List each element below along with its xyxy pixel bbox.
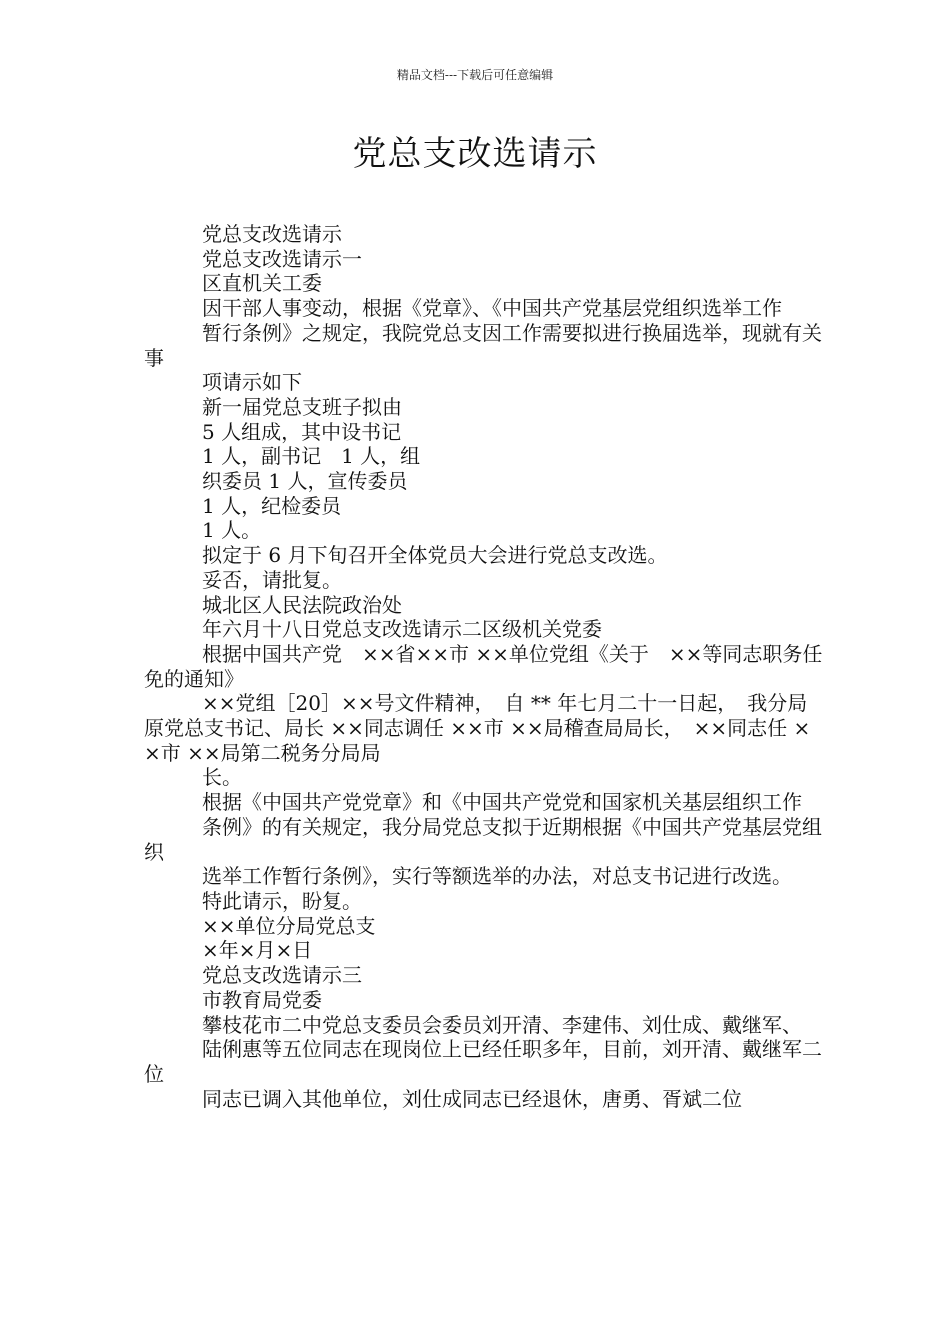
paragraph: 市教育局党委	[202, 987, 322, 1012]
paragraph: 年六月十八日党总支改选请示二区级机关党委	[202, 617, 602, 642]
paragraph: 选举工作暂行条例》，实行等额选举的办法，对总支书记进行改选。	[202, 864, 792, 889]
paragraph: 党总支改选请示	[202, 222, 342, 246]
paragraph: 陆俐惠等五位同志在现岗位上已经任职多年，目前，刘开清、戴继军二位	[144, 1037, 822, 1086]
paragraph: 攀枝花市二中党总支委员会委员刘开清、李建伟、刘仕成、戴继军、	[202, 1012, 802, 1037]
paragraph: 根据《中国共产党党章》和《中国共产党党和国家机关基层组织工作	[202, 790, 802, 815]
paragraph: 长。	[202, 765, 242, 790]
page-header: 精品文档---下载后可任意编辑	[396, 68, 554, 82]
paragraph: 条例》的有关规定，我分局党总支拟于近期根据《中国共产党基层党组织	[144, 814, 822, 864]
paragraph: 项请示如下	[202, 370, 302, 395]
paragraph: 区直机关工委	[202, 271, 322, 296]
paragraph: 织委员 1 人，宣传委员	[202, 469, 408, 494]
paragraph: 党总支改选请示三	[202, 963, 362, 988]
paragraph: 拟定于 6 月下旬召开全体党员大会进行党总支改选。	[202, 543, 668, 568]
paragraph: 党总支改选请示一	[202, 246, 362, 271]
paragraph: 城北区人民法院政治处	[202, 592, 402, 617]
paragraph: 同志已调入其他单位，刘仕成同志已经退休，唐勇、胥斌二位	[202, 1086, 742, 1111]
paragraph: 根据中国共产党 ××省××市 ××单位党组《关于 ××等同志职务任免的通知》	[144, 641, 823, 691]
document-body	[144, 222, 824, 1111]
paragraph: 5 人组成，其中设书记	[202, 419, 402, 444]
paragraph: ×年×月×日	[202, 938, 313, 963]
paragraph: 暂行条例》之规定，我院党总支因工作需要拟进行换届选举，现就有关事	[144, 320, 822, 370]
paragraph: 1 人。	[202, 518, 262, 543]
paragraph: ××党组［20］××号文件精神， 自 ** 年七月二十一日起， 我分局原党总支书记、局长 ××同志调任 ××市 ××局稽查局局长， ××同志任 ××市 ××局第二税务分局局	[144, 691, 811, 765]
paragraph: 因干部人事变动，根据《党章》、《中国共产党基层党组织选举工作	[202, 296, 782, 321]
document-title: 党总支改选请示	[352, 134, 598, 174]
paragraph: 1 人，纪检委员	[202, 493, 342, 518]
paragraph: ××单位分局党总支	[202, 913, 376, 938]
paragraph: 妥否，请批复。	[202, 567, 342, 592]
paragraph: 新一届党总支班子拟由	[202, 394, 402, 419]
paragraph: 特此请示，盼复。	[202, 888, 362, 913]
paragraph: 1 人，副书记 1 人，组	[202, 444, 421, 469]
